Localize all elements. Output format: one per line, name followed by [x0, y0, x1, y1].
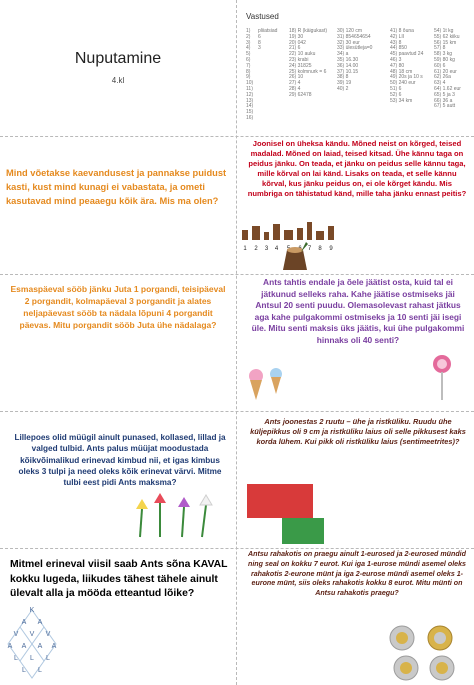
kaval-letter: L: [22, 667, 26, 674]
stump-number: 8: [318, 246, 322, 252]
answers-column-4: 41) 8 õuna 42) LII 43) 8 44) 850 45) paavtud 24 46) 3 47) 80 48) 18 cm 49) 20s ja 10 s 50) 240 eur 51) 6 52) 6 53) 34 km: [390, 28, 424, 104]
horizontal-cut-line: [0, 274, 474, 275]
puzzle-5-text: Lillepoes olid müügil ainult punased, kollased, lillad ja valged tulbid. Ants palus müüjat moodustada kõikvõimalikud erinevad kimbud nii, et igas kimbus oleks 3 tulpi ja need oleks kõik erinevat värvi. Mitme tulbi eest pidi Ants maksma?: [14, 433, 226, 488]
stump: [316, 231, 324, 240]
stump: [264, 232, 269, 240]
stump: [273, 224, 280, 240]
stump: [328, 226, 334, 240]
kaval-letter: A: [37, 619, 43, 626]
kaval-letter: K: [29, 607, 35, 614]
horizontal-cut-line: [0, 411, 474, 412]
kaval-lines: [8, 610, 56, 678]
stump: [252, 226, 260, 240]
answers-column-3: 30) 120 cm 31) 854654654 32) 30 eur 33) ülesütleja=0 34) a 35) 16.30 36) 14.00 37) 10.15 38) 8 39) 19 40) 2: [337, 28, 373, 92]
stump-number: 1: [243, 246, 247, 252]
square-figure: [247, 484, 313, 518]
puzzle-3-text: Esmaspäeval sööb jänku Juta 1 porgandi, teisipäeval 2 porgandit, kolmapäeval 3 porgandit ja alates neljapäevast sööb ta nädala lõpuni 4 porgandit päevas. Mitu porgandit sööb Juta ühe nädalaga?: [10, 284, 226, 330]
cover-grade: 4.kl: [111, 76, 125, 85]
puzzle-6-text: Ants joonestas 2 ruutu – ühe ja ristküliku. Ruudu ühe küljepikkus oli 9 cm ja ristküliku laius oli selle pikkusest kaks korda lühem. Kui pikk oli ristküliku laius (sentimeetrites)?: [250, 417, 466, 447]
stump: [284, 230, 293, 240]
kaval-letter: L: [46, 655, 50, 662]
lollipop-icon: [430, 352, 466, 406]
puzzle-4-text: Ants tahtis endale ja õele jäätist osta, kuid tal ei jätkunud selleks raha. Kahe jäätise ostmiseks jäi Antsul 20 senti puudu. Olemasolevast rahast jätkus aga kahe pulgakommi ostmiseks ja 10 senti jäi isegi üle. Mitu senti maksis üks jäätis, kui ühe pulgakommi hinnaks oli 40 senti?: [251, 277, 465, 345]
kaval-letter: L: [14, 655, 18, 662]
kaval-letter: L: [38, 667, 42, 674]
puzzle-1-text: Mind võetakse kaevandusest ja pannakse puidust kasti, kust mind kunagi ei vabastata, ja ometi kasutavad mind peaaegu kõik ära. Mis ma olen?: [6, 168, 227, 206]
kaval-letter: V: [29, 631, 35, 638]
coins-icon: [382, 622, 470, 682]
kaval-letter: V: [13, 631, 19, 638]
stump: [307, 222, 312, 240]
tree-stump-icon: [274, 240, 317, 272]
kaval-letter: A: [7, 643, 13, 650]
stump-number: 3: [264, 246, 269, 252]
ice-cream-icon: [244, 366, 292, 408]
tulips-icon: [130, 485, 222, 543]
stump-number: 9: [329, 246, 333, 252]
kaval-letter: L: [30, 655, 34, 662]
kaval-letter: A: [21, 643, 27, 650]
horizontal-cut-line: [0, 548, 474, 549]
answers-column-2: 18) R (käigukast) 19) 30 20) 042 21) 6 22) 10 auku 23) krabi 24) 31825 25) kolmnurk = 6 26) 10 27) 4 28) 4 29) 62478: [289, 28, 328, 98]
kaval-letter: V: [45, 631, 51, 638]
puzzle-2-text: Joonisel on üheksa kändu. Mõned neist on kõrged, teised madalad. Mõned on laiad, teised kitsad. Ühe kännu taga on peidus jänku. On teada, et jänku on peidus selle kännu taga, mille kõrval on lai känd. Lisaks on teada, et selle kännu kõrval, kus jänku peidus on, ei ole kõrget kändu. Mis numbriga on tähistatud känd, mille taha jänku ennast peitis?: [247, 139, 467, 198]
kaval-letter: A: [21, 619, 27, 626]
stump: [297, 228, 303, 240]
puzzle-8-text: Antsu rahakotis on praegu ainult 1-eurosed ja 2-eurosed mündid ning seal on kokku 7 eurot. Kui iga 1-eurose mündi asemel oleks rahakotis 2-eurone münt ja iga 2-eurose mündi asemel oleks 1-eurone münt, siis oleks rahakotis kokku 8 eurot. Mitu münti on Antsu rahakotis praegu?: [248, 550, 466, 598]
answers-title: Vastused: [246, 12, 279, 21]
puzzle-7-text: Mitmel erineval viisil saab Ants sõna KAVAL kokku lugeda, liikudes tähest tähele ainult ülevalt alla ja mööda etteantud lõike?: [10, 559, 228, 599]
vertical-cut-line: [236, 0, 238, 685]
stump-number: 4: [274, 246, 279, 252]
answers-column-5: 54) 1t kg 55) 62 kiiku 56) 15 km 57) 8 58) 3 kg 59) 80 kg 60) 6 61) 20 eur 62) 26a 63) 4 64) 1.62 eur 65) 5 ja 3 66) 36 a 67) 5 autt: [434, 28, 461, 110]
cover-title: Nuputamine: [74, 50, 162, 67]
answers-column-1b: pliiatsiad 6 8 3: [258, 28, 278, 52]
horizontal-cut-line: [0, 136, 474, 137]
kaval-letter: A: [37, 643, 43, 650]
rectangle-figure: [282, 518, 324, 544]
stump: [242, 230, 248, 240]
answers-column-1: 1) 2) 3) 4) 5) 6) 7) 8) 9) 10) 11) 12) 13) 14) 15) 16): [246, 28, 254, 121]
kaval-letter-diagram: [2, 604, 62, 682]
kaval-letter: A: [51, 643, 57, 650]
kaval-letters: [8, 607, 57, 678]
stump-number: 7: [307, 246, 312, 252]
stump-number: 2: [254, 246, 258, 252]
